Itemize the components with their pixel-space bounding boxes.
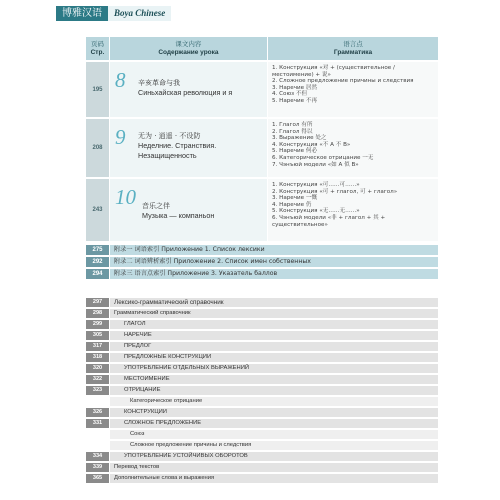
lesson-row	[86, 62, 438, 117]
reference-row[interactable]	[86, 353, 438, 362]
header-title-zh: 博雅汉语	[56, 6, 108, 21]
lesson-title-zh: 无为 · 逍遥 · 不设防	[138, 132, 201, 140]
reference-label: ПРЕДЛОГ	[110, 342, 438, 351]
grammar-item: 4. Союз 不但	[272, 91, 308, 98]
lesson-title	[138, 78, 232, 98]
grammar-item: 1. Конструкция «对 + (существительное / местоимение) + 说»	[272, 65, 395, 78]
reference-page	[86, 430, 109, 439]
grammar-item: 4. Конструкция «不 A 不 B»	[272, 141, 351, 148]
reference-page: 331	[86, 419, 109, 428]
appendix-label: 附录一 词语索引 Приложение 1. Список лексики	[110, 245, 438, 255]
reference-page: 317	[86, 342, 109, 351]
appendix-label: 附录三 语言点索引 Приложение 3. Указатель баллов	[110, 269, 438, 279]
grammar-item: 4. Наречие 仍	[272, 201, 312, 208]
col-page-zh: 页码	[90, 40, 104, 48]
lesson-title-ru: Музыка — компаньон	[142, 211, 215, 220]
lesson-row	[86, 179, 438, 241]
grammar-item: 7. Чэнъюй модели «如 A 似 B»	[272, 161, 359, 168]
lesson-title	[138, 131, 216, 161]
lesson-title	[142, 201, 214, 221]
reference-row[interactable]	[86, 298, 438, 307]
reference-page	[86, 397, 109, 406]
reference-page	[86, 441, 109, 450]
appendix-page: 292	[86, 257, 109, 267]
grammar-item: 3. Выражение 处之	[272, 135, 327, 142]
lesson-row	[86, 119, 438, 177]
grammar-list	[268, 179, 438, 241]
running-header	[56, 6, 208, 21]
reference-label: СЛОЖНОЕ ПРЕДЛОЖЕНИЕ	[110, 419, 438, 428]
grammar-item: 3. Наречие 一慨	[272, 195, 318, 202]
reference-label: КОНСТРУКЦИИ	[110, 408, 438, 417]
grammar-list	[268, 62, 438, 117]
reference-page: 298	[86, 309, 109, 318]
grammar-item: 5. Наречие 何必	[272, 148, 318, 155]
reference-row[interactable]	[86, 430, 438, 439]
appendix-page: 275	[86, 245, 109, 255]
appendix-row[interactable]	[86, 245, 438, 255]
reference-page: 320	[86, 364, 109, 373]
lesson-title-zh: 辛亥革命与我	[138, 79, 180, 87]
table-header	[86, 37, 438, 60]
reference-row[interactable]	[86, 408, 438, 417]
reference-page: 334	[86, 452, 109, 461]
reference-row[interactable]	[86, 463, 438, 472]
reference-row[interactable]	[86, 342, 438, 351]
grammar-item: 6. Категорическое отрицание 一无	[272, 154, 374, 161]
grammar-item: 5. Конструкция «无……无……»	[272, 208, 360, 215]
reference-label: УПОТРЕБЛЕНИЕ ОТДЕЛЬНЫХ ВЫРАЖЕНИЙ	[110, 364, 438, 373]
col-page	[86, 37, 109, 60]
lesson-cell[interactable]	[110, 62, 267, 117]
col-grammar-zh: 语言点	[343, 40, 363, 48]
reference-label: ГЛАГОЛ	[110, 320, 438, 329]
lesson-cell[interactable]	[110, 179, 267, 241]
reference-row[interactable]	[86, 375, 438, 384]
col-content-ru: Содержание урока	[158, 48, 219, 56]
lesson-title-ru: Незащищенность	[138, 151, 197, 160]
reference-row[interactable]	[86, 474, 438, 483]
lesson-page: 195	[86, 62, 109, 117]
header-title-en: Boya Chinese	[108, 6, 171, 21]
grammar-item: 1. Глагол 有所	[272, 122, 313, 128]
reference-label: Категорическое отрицание	[110, 397, 438, 406]
reference-label: Сложное предложение причины и следствия	[110, 441, 438, 450]
reference-label: УПОТРЕБЛЕНИЕ УСТОЙЧИВЫХ ОБОРОТОВ	[110, 452, 438, 461]
appendix-page: 294	[86, 269, 109, 279]
reference-label: Перевод текстов	[110, 463, 438, 472]
reference-label: ОТРИЦАНИЕ	[110, 386, 438, 395]
reference-page: 322	[86, 375, 109, 384]
reference-row[interactable]	[86, 364, 438, 373]
reference-page: 318	[86, 353, 109, 362]
reference-page: 305	[86, 331, 109, 340]
reference-row[interactable]	[86, 320, 438, 329]
reference-page: 297	[86, 298, 109, 307]
grammar-item: 6. Чэнъюй модели «非 + глагол + 其 + существительное»	[272, 214, 386, 228]
lesson-title-ru: Синьхайская революция и я	[138, 88, 233, 97]
reference-page: 365	[86, 474, 109, 483]
grammar-item: 2. Конструкция «可 + глагол, 可 + глагол»	[272, 188, 398, 195]
col-page-ru: Стр.	[90, 48, 105, 56]
reference-row[interactable]	[86, 419, 438, 428]
lesson-title-ru: Неделние. Странствия.	[138, 141, 217, 150]
reference-page: 339	[86, 463, 109, 472]
grammar-item: 3. Наречие 居然	[272, 84, 318, 91]
appendix-label: 附录二 词语辨析索引 Приложение 2. Список имен собственных	[110, 257, 438, 267]
reference-row[interactable]	[86, 386, 438, 395]
grammar-item: 1. Конструкция «可……可……»	[272, 182, 360, 188]
grammar-item: 2. Сложное предложение причины и следствия	[272, 78, 414, 85]
col-content-zh: 课文内容	[175, 40, 202, 48]
reference-label: МЕСТОИМЕНИЕ	[110, 375, 438, 384]
reference-label: НАРЕЧИЕ	[110, 331, 438, 340]
lesson-number: 9	[115, 125, 126, 149]
reference-page: 323	[86, 386, 109, 395]
lesson-page: 243	[86, 179, 109, 241]
col-content	[109, 37, 267, 60]
reference-row[interactable]	[86, 309, 438, 318]
reference-row[interactable]	[86, 441, 438, 450]
col-grammar-ru: Грамматика	[333, 48, 373, 56]
lesson-cell[interactable]	[110, 119, 267, 177]
appendix-row[interactable]	[86, 269, 438, 279]
reference-label: Союз	[110, 430, 438, 439]
lesson-number: 10	[115, 185, 136, 209]
grammar-item: 2. Глагол 得以	[272, 128, 313, 135]
col-grammar	[267, 37, 438, 60]
lesson-number: 8	[115, 68, 126, 92]
contents-table	[86, 37, 438, 241]
grammar-list	[268, 119, 438, 177]
lesson-page: 208	[86, 119, 109, 177]
reference-label: ПРЕДЛОЖНЫЕ КОНСТРУКЦИИ	[110, 353, 438, 362]
reference-row[interactable]	[86, 331, 438, 340]
reference-row[interactable]	[86, 397, 438, 406]
reference-label: Грамматический справочник	[110, 309, 438, 318]
appendix-row[interactable]	[86, 257, 438, 267]
reference-page: 299	[86, 320, 109, 329]
reference-label: Лексико-грамматический справочник	[110, 298, 438, 307]
reference-label: Дополнительные слова и выражения	[110, 474, 438, 483]
reference-row[interactable]	[86, 452, 438, 461]
lesson-title-zh: 音乐之伴	[142, 202, 170, 210]
reference-page: 326	[86, 408, 109, 417]
grammar-item: 5. Наречие 不再	[272, 97, 318, 104]
